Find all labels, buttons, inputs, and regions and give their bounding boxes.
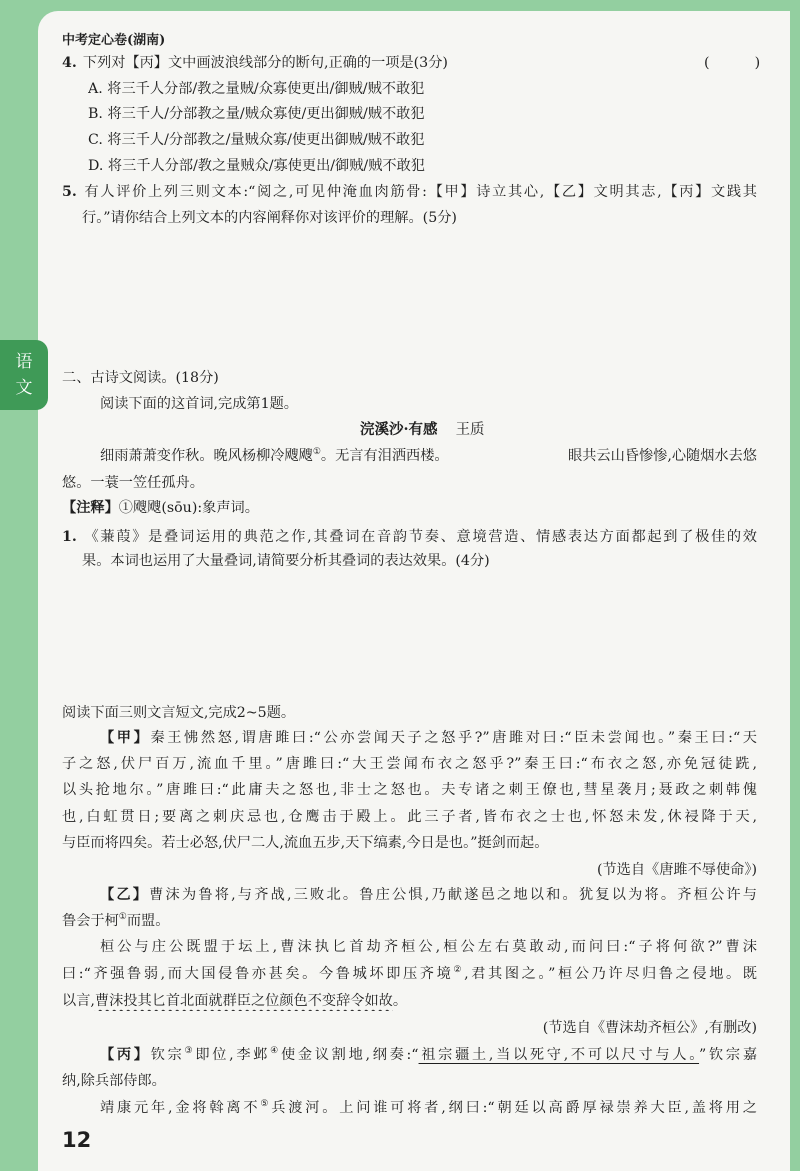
- passage-label: 【乙】: [100, 887, 150, 903]
- subject-tab-char: 语: [15, 352, 33, 372]
- passage-text: ,君其图之。”桓公乃许尽归鲁之侵地。既: [464, 966, 757, 982]
- passage-text: 使金议割地,纲奏:“: [280, 1047, 419, 1063]
- option-a: A. 将三千人分部/教之量贼/众寡使更出/御贼/贼不敢犯: [88, 81, 425, 97]
- footnote-mark: ①: [312, 447, 321, 457]
- page-number: 12: [62, 1128, 92, 1152]
- footnote-mark: ④: [270, 1046, 281, 1056]
- passage-jia-line: 与臣而将四矣。若士必怒,伏尸二人,流血五步,天下缟素,今日是也。”挺剑而起。: [62, 835, 549, 851]
- question-text: 有人评价上列三则文本:“阅之,可见仲淹血肉筋骨:【甲】诗立其心,【乙】文明其志,【丙】文践其: [82, 184, 757, 200]
- question-text: 《蒹葭》是叠词运用的典范之作,其叠词在音韵节奏、意境营造、情感表达方面都起到了极佳的效: [82, 529, 757, 545]
- passage-text: 鲁会于柯: [62, 913, 119, 929]
- option-c: C. 将三千人/分部教之/量贼众寡/使更出御贼/贼不敢犯: [88, 132, 425, 148]
- passage-text: ”钦宗嘉: [699, 1047, 757, 1063]
- answer-blank: ( ): [704, 55, 761, 71]
- passage-bing-line: [100, 1098, 757, 1118]
- annotation-label: 【注释】: [62, 500, 119, 516]
- poem-line: 悠。一蓑一笠任孤舟。: [62, 475, 204, 491]
- question-number: 5.: [62, 184, 77, 200]
- passage-jia-line: 也,白虹贯日;要离之刺庆忌也,仓鹰击于殿上。此三子者,皆布衣之士也,怀怒未发,休祲降于天,: [62, 809, 757, 825]
- passage-text: 钦宗: [150, 1047, 185, 1063]
- poem-verse-second-half: 眼共云山昏惨惨,心随烟水去悠: [568, 448, 757, 464]
- question-4-stem: [62, 53, 757, 73]
- poem-text: 。无言有泪洒西楼。: [320, 448, 449, 464]
- annotation-text: ①飕飕(sōu):象声词。: [118, 500, 259, 516]
- poem-title-line: [360, 420, 485, 440]
- passage-text: 而盟。: [126, 913, 170, 929]
- passage-yi-line: 桓公与庄公既盟于坛上,曹沫执匕首劫齐桓公,桓公左右莫敢动,而问曰:“子将何欲?”曹沫: [100, 939, 757, 955]
- passage-jia-line: [100, 728, 757, 748]
- question-1-line: [62, 527, 757, 547]
- annotation: [62, 498, 757, 518]
- passage-text: 以言,: [62, 993, 95, 1009]
- passage-text: 曹沫为鲁将,与齐战,三败北。鲁庄公惧,乃献遂邑之地以和。犹复以为将。齐桓公许与: [149, 887, 757, 903]
- passage-label: 【丙】: [100, 1047, 151, 1063]
- poem-text: 细雨萧萧变作秋。晚风杨柳冷飕飕: [100, 448, 313, 464]
- passage-bing-line: [100, 1045, 757, 1065]
- question-number: 4.: [62, 55, 77, 71]
- passage-text: 曰:“齐强鲁弱,而大国侵鲁亦甚矣。今鲁城坏即压齐境: [62, 966, 454, 982]
- section-instruction: 阅读下面的这首词,完成第1题。: [100, 396, 298, 412]
- passage-yi-line: [100, 885, 757, 905]
- footnote-mark: ①: [118, 912, 127, 922]
- question-5-line: [62, 182, 757, 202]
- poem-line: [100, 446, 757, 466]
- passage-jia-line: 子之怒,伏尸百万,流血千里。”唐雎曰:“大王尝闻布衣之怒乎?”秦王曰:“布衣之怒,亦免冠徒跣,: [62, 756, 757, 772]
- running-header: 中考定心卷(湖南): [62, 33, 166, 48]
- wavy-underlined-text: 曹沫投其匕首北面就群臣之位颜色不变辞令如故: [94, 993, 393, 1009]
- passage-yi-line: [62, 991, 757, 1011]
- poem-verse-first-half: [100, 446, 449, 466]
- passage-yi-line: [62, 911, 757, 931]
- underlined-text: 祖宗疆土,当以死守,不可以尺寸与人。: [418, 1047, 700, 1063]
- passage-text: 即位,李邺: [195, 1047, 271, 1063]
- subject-tab: [0, 340, 48, 410]
- option-b: B. 将三千人/分部教之量/贼众寡使/更出御贼/贼不敢犯: [88, 106, 425, 122]
- passage-text: 兵渡河。上问谁可将者,纲曰:“朝廷以高爵厚禄崇养大臣,盖将用之: [271, 1100, 757, 1116]
- footnote-mark: ⑤: [260, 1099, 272, 1109]
- passage-source: (节选自《唐雎不辱使命》): [596, 862, 757, 878]
- question-number: 1.: [62, 529, 77, 545]
- section-heading: 二、古诗文阅读。(18分): [62, 370, 219, 386]
- option-d: D. 将三千人分部/教之量贼众/寡使更出/御贼/贼不敢犯: [88, 158, 425, 174]
- subject-tab-char: 文: [15, 378, 33, 398]
- reading-instruction: 阅读下面三则文言短文,完成2~5题。: [62, 705, 296, 721]
- footnote-mark: ③: [184, 1046, 196, 1056]
- footnote-mark: ②: [453, 965, 465, 975]
- passage-source: (节选自《曹沫劫齐桓公》,有删改): [542, 1020, 757, 1036]
- passage-label: 【甲】: [100, 730, 151, 746]
- question-text: 下列对【丙】文中画波浪线部分的断句,正确的一项是(3分): [82, 55, 448, 71]
- question-1-line: 果。本词也运用了大量叠词,请简要分析其叠词的表达效果。(4分): [82, 553, 490, 569]
- passage-jia-line: 以头抢地尔。”唐雎曰:“此庸夫之怒也,非士之怒也。夫专诸之刺王僚也,彗星袭月;聂政之刺韩傀: [62, 782, 757, 798]
- poem-author: 王质: [455, 422, 485, 438]
- passage-yi-line: [62, 964, 757, 984]
- passage-text: 靖康元年,金将斡离不: [100, 1100, 261, 1116]
- passage-text: 秦王怫然怒,谓唐雎曰:“公亦尝闻天子之怒乎?”唐雎对曰:“臣未尝闻也。”秦王曰:“天: [150, 730, 757, 746]
- poem-title: 浣溪沙·有感: [360, 421, 438, 438]
- passage-bing-line: 纳,除兵部侍郎。: [62, 1073, 166, 1089]
- passage-text: 。: [392, 993, 408, 1009]
- question-5-line: 行。”请你结合上列文本的内容阐释你对该评价的理解。(5分): [82, 210, 457, 226]
